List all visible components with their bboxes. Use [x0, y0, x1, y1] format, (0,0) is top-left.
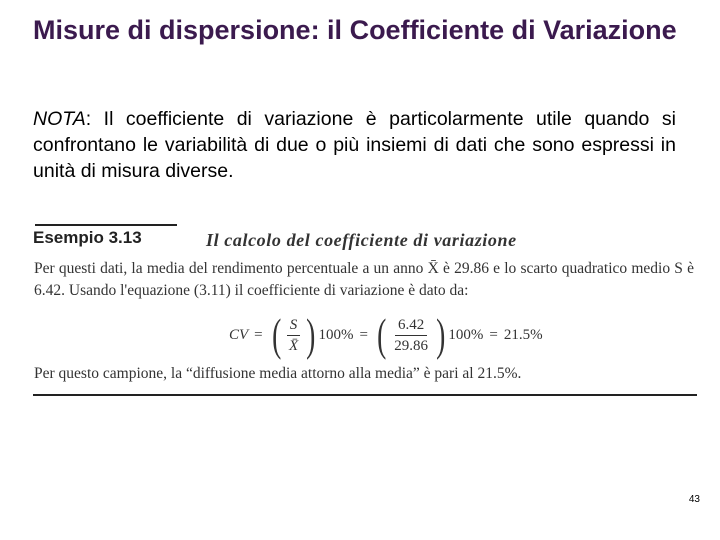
- example-bottom-rule: [33, 394, 697, 396]
- cv-formula: [229, 309, 543, 361]
- note-paragraph: [33, 106, 676, 184]
- page-number: 43: [688, 494, 700, 505]
- formula-result: 21.5%: [503, 326, 543, 343]
- formula-pct2: 100%: [448, 326, 484, 343]
- note-text: : Il coefficiente di variazione è particolarmente utile quando si confrontano le variabilità di due o più insiemi di dati che sono espressi in unità di misura diverse.: [33, 108, 676, 182]
- right-paren: ): [306, 309, 316, 360]
- fraction-numerator: 6.42: [395, 316, 427, 336]
- fraction-symbolic: [286, 316, 301, 355]
- formula-eq3: =: [489, 326, 498, 343]
- formula-lhs: CV: [229, 326, 249, 343]
- fraction-denominator: X̄: [288, 337, 299, 354]
- example-box: [33, 222, 697, 398]
- note-label: NOTA: [33, 108, 86, 130]
- formula-eq2: =: [359, 326, 368, 343]
- fraction-numeric: [391, 316, 431, 355]
- example-top-rule: [35, 224, 177, 226]
- example-header: [33, 228, 517, 250]
- slide-title: Misure di dispersione: il Coefficiente di Variazione: [33, 15, 677, 45]
- left-paren: (: [271, 309, 281, 360]
- example-number: Esempio 3.13: [33, 228, 142, 247]
- example-conclusion: Per questo campione, la “diffusione media attorno alla media” è pari al 21.5%.: [34, 365, 522, 382]
- fraction-denominator: 29.86: [394, 337, 429, 354]
- example-body-text: Per questi dati, la media del rendimento percentuale a un anno X̄ è 29.86 e lo scarto quadratico medio S è 6.42. Usando l'equazione (3.11) il coefficiente di variazione è dato da:: [34, 260, 694, 299]
- right-paren: ): [436, 309, 446, 360]
- formula-eq1: =: [254, 326, 263, 343]
- example-title: Il calcolo del coefficiente di variazione: [206, 230, 517, 250]
- fraction-numerator: S: [287, 316, 301, 336]
- left-paren: (: [377, 309, 387, 360]
- formula-pct1: 100%: [318, 326, 354, 343]
